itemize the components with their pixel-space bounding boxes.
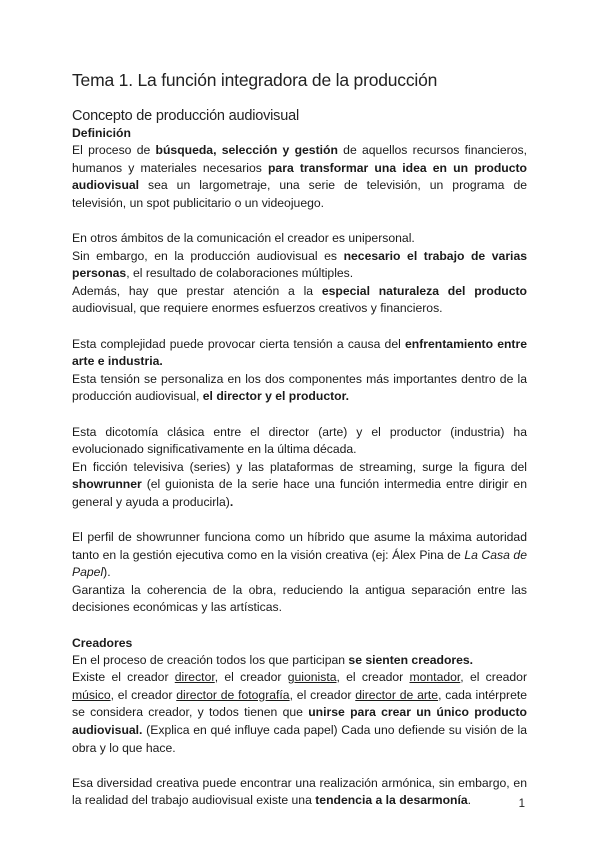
paragraph-tension: Esta complejidad puede provocar cierta tensión a causa del enfrentamiento entre arte e industria. bbox=[72, 336, 527, 369]
paragraph-creadores: En el proceso de creación todos los que participan se sienten creadores. bbox=[72, 652, 474, 667]
creadores-heading: Creadores bbox=[72, 635, 133, 650]
paragraph-showrunner: En ficción televisiva (series) y las plataformas de streaming, surge la figura del showrunner (el guionista de la serie hace una función intermedia entre dirigir en general y ayuda a producirla). bbox=[72, 459, 527, 509]
paragraph-perfil: El perfil de showrunner funciona como un híbrido que asume la máxima autoridad tanto en la gestión ejecutiva como en la visión creativa (ej: Álex Pina de La Casa de Papel). bbox=[72, 530, 527, 580]
paragraph-naturaleza: Además, hay que prestar atención a la especial naturaleza del producto audiovisual, que requiere enormes esfuerzos creativos y financieros. bbox=[72, 283, 527, 316]
definicion-heading: Definición bbox=[72, 126, 131, 140]
section-heading: Concepto de producción audiovisual bbox=[72, 108, 299, 124]
page-number: 1 bbox=[518, 798, 525, 810]
paragraph-coherencia: Garantiza la coherencia de la obra, reduciendo la antigua separación entre las decisiones económicas y las artísticas. bbox=[72, 582, 527, 615]
paragraph-dicotomia: Esta dicotomía clásica entre el director (arte) y el productor (industria) ha evolucionado significativamente en la última década. bbox=[72, 424, 527, 457]
definicion-paragraph: El proceso de búsqueda, selección y gestión de aquellos recursos financieros, humanos y materiales necesarios para transformar una idea en un producto audiovisual sea un largometraje, una serie de televisión, un programa de televisión, un spot publicitario o un videojuego. bbox=[72, 143, 527, 210]
paragraph-varias-personas: Sin embargo, en la producción audiovisual es necesario el trabajo de varias personas, el resultado de colaboraciones múltiples. bbox=[72, 248, 528, 281]
page-title: Tema 1. La función integradora de la producción bbox=[72, 70, 438, 90]
paragraph-unipersonal: En otros ámbitos de la comunicación el creador es unipersonal. bbox=[72, 230, 415, 245]
paragraph-personaliza: Esta tensión se personaliza en los dos componentes más importantes dentro de la producción audiovisual, el director y el productor. bbox=[72, 371, 527, 404]
paragraph-desarmonia: Esa diversidad creativa puede encontrar una realización armónica, sin embargo, en la realidad del trabajo audiovisual existe una tendencia a la desarmonía. bbox=[72, 775, 527, 808]
paragraph-tipos-creador: Existe el creador director, el creador guionista, el creador montador, el creador músico, el creador director de fotografía, el creador director de arte, cada intérprete se considera creador, y todos tienen que unirse para crear un único producto audiovisual. (Explica en qué influye cada papel) Cada uno defiende su visión de la obra y lo que hace. bbox=[72, 670, 528, 755]
